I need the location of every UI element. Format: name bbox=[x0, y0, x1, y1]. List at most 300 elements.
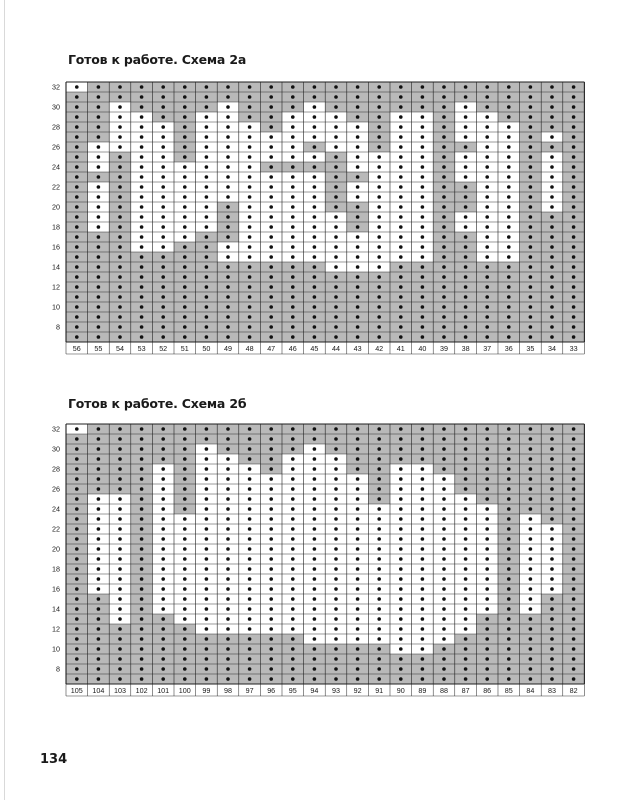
purl-dot bbox=[485, 135, 489, 139]
purl-dot bbox=[248, 335, 252, 339]
purl-dot bbox=[377, 467, 381, 471]
purl-dot bbox=[205, 285, 209, 289]
purl-dot bbox=[464, 155, 468, 159]
purl-dot bbox=[377, 105, 381, 109]
purl-dot bbox=[313, 447, 317, 451]
purl-dot bbox=[334, 245, 338, 249]
purl-dot bbox=[377, 245, 381, 249]
purl-dot bbox=[269, 255, 273, 259]
purl-dot bbox=[334, 145, 338, 149]
purl-dot bbox=[140, 657, 144, 661]
purl-dot bbox=[572, 235, 576, 239]
purl-dot bbox=[161, 437, 165, 441]
row-label: 24 bbox=[51, 162, 60, 172]
column-label: 99 bbox=[202, 685, 211, 695]
purl-dot bbox=[529, 125, 533, 129]
purl-dot bbox=[291, 497, 295, 501]
purl-dot bbox=[269, 165, 273, 169]
purl-dot bbox=[183, 597, 187, 601]
purl-dot bbox=[291, 225, 295, 229]
purl-dot bbox=[464, 517, 468, 521]
purl-dot bbox=[161, 467, 165, 471]
purl-dot bbox=[356, 657, 360, 661]
purl-dot bbox=[572, 477, 576, 481]
purl-dot bbox=[334, 105, 338, 109]
purl-dot bbox=[572, 667, 576, 671]
purl-dot bbox=[464, 627, 468, 631]
purl-dot bbox=[399, 305, 403, 309]
purl-dot bbox=[161, 275, 165, 279]
purl-dot bbox=[118, 175, 122, 179]
purl-dot bbox=[97, 235, 101, 239]
purl-dot bbox=[485, 335, 489, 339]
purl-dot bbox=[183, 627, 187, 631]
purl-dot bbox=[507, 135, 511, 139]
purl-dot bbox=[183, 125, 187, 129]
purl-dot bbox=[356, 637, 360, 641]
purl-dot bbox=[442, 205, 446, 209]
purl-dot bbox=[205, 517, 209, 521]
purl-dot bbox=[118, 677, 122, 681]
purl-dot bbox=[291, 335, 295, 339]
purl-dot bbox=[334, 657, 338, 661]
purl-dot bbox=[161, 597, 165, 601]
purl-dot bbox=[334, 517, 338, 521]
purl-dot bbox=[269, 245, 273, 249]
purl-dot bbox=[183, 477, 187, 481]
purl-dot bbox=[572, 285, 576, 289]
purl-dot bbox=[334, 587, 338, 591]
purl-dot bbox=[75, 215, 79, 219]
purl-dot bbox=[442, 587, 446, 591]
purl-dot bbox=[485, 437, 489, 441]
purl-dot bbox=[356, 115, 360, 119]
purl-dot bbox=[248, 315, 252, 319]
purl-dot bbox=[97, 225, 101, 229]
purl-dot bbox=[356, 265, 360, 269]
purl-dot bbox=[550, 285, 554, 289]
knitting-chart-2a bbox=[40, 78, 588, 362]
purl-dot bbox=[291, 597, 295, 601]
purl-dot bbox=[421, 597, 425, 601]
purl-dot bbox=[75, 295, 79, 299]
purl-dot bbox=[485, 657, 489, 661]
purl-dot bbox=[313, 457, 317, 461]
purl-dot bbox=[464, 245, 468, 249]
purl-dot bbox=[313, 657, 317, 661]
purl-dot bbox=[485, 547, 489, 551]
purl-dot bbox=[140, 265, 144, 269]
purl-dot bbox=[399, 85, 403, 89]
purl-dot bbox=[572, 507, 576, 511]
purl-dot bbox=[550, 135, 554, 139]
purl-dot bbox=[550, 255, 554, 259]
purl-dot bbox=[75, 305, 79, 309]
purl-dot bbox=[356, 145, 360, 149]
purl-dot bbox=[248, 225, 252, 229]
purl-dot bbox=[183, 245, 187, 249]
purl-dot bbox=[377, 497, 381, 501]
purl-dot bbox=[291, 105, 295, 109]
purl-dot bbox=[421, 647, 425, 651]
purl-dot bbox=[97, 105, 101, 109]
purl-dot bbox=[291, 507, 295, 511]
purl-dot bbox=[140, 437, 144, 441]
purl-dot bbox=[75, 597, 79, 601]
purl-dot bbox=[313, 135, 317, 139]
purl-dot bbox=[248, 457, 252, 461]
purl-dot bbox=[485, 255, 489, 259]
purl-dot bbox=[334, 325, 338, 329]
purl-dot bbox=[464, 215, 468, 219]
purl-dot bbox=[97, 557, 101, 561]
purl-dot bbox=[485, 617, 489, 621]
purl-dot bbox=[140, 537, 144, 541]
purl-dot bbox=[421, 627, 425, 631]
purl-dot bbox=[161, 295, 165, 299]
purl-dot bbox=[377, 507, 381, 511]
purl-dot bbox=[183, 567, 187, 571]
purl-dot bbox=[442, 115, 446, 119]
purl-dot bbox=[140, 447, 144, 451]
purl-dot bbox=[313, 517, 317, 521]
purl-dot bbox=[97, 607, 101, 611]
purl-dot bbox=[356, 557, 360, 561]
purl-dot bbox=[421, 497, 425, 501]
purl-dot bbox=[269, 447, 273, 451]
purl-dot bbox=[334, 537, 338, 541]
purl-dot bbox=[442, 507, 446, 511]
purl-dot bbox=[161, 447, 165, 451]
purl-dot bbox=[226, 607, 230, 611]
purl-dot bbox=[248, 567, 252, 571]
purl-dot bbox=[183, 617, 187, 621]
purl-dot bbox=[507, 487, 511, 491]
purl-dot bbox=[529, 677, 533, 681]
purl-dot bbox=[529, 427, 533, 431]
purl-dot bbox=[248, 557, 252, 561]
purl-dot bbox=[291, 285, 295, 289]
purl-dot bbox=[161, 85, 165, 89]
purl-dot bbox=[356, 667, 360, 671]
purl-dot bbox=[97, 205, 101, 209]
purl-dot bbox=[97, 85, 101, 89]
purl-dot bbox=[140, 225, 144, 229]
purl-dot bbox=[550, 185, 554, 189]
purl-dot bbox=[313, 487, 317, 491]
purl-dot bbox=[75, 517, 79, 521]
purl-dot bbox=[377, 95, 381, 99]
purl-dot bbox=[464, 165, 468, 169]
purl-dot bbox=[269, 657, 273, 661]
purl-dot bbox=[205, 677, 209, 681]
purl-dot bbox=[161, 547, 165, 551]
purl-dot bbox=[399, 457, 403, 461]
purl-dot bbox=[248, 205, 252, 209]
purl-dot bbox=[529, 637, 533, 641]
purl-dot bbox=[356, 105, 360, 109]
purl-dot bbox=[356, 235, 360, 239]
purl-dot bbox=[291, 477, 295, 481]
purl-dot bbox=[464, 647, 468, 651]
purl-dot bbox=[572, 607, 576, 611]
purl-dot bbox=[464, 195, 468, 199]
purl-dot bbox=[248, 437, 252, 441]
purl-dot bbox=[75, 125, 79, 129]
purl-dot bbox=[269, 497, 273, 501]
purl-dot bbox=[226, 517, 230, 521]
purl-dot bbox=[377, 527, 381, 531]
purl-dot bbox=[529, 205, 533, 209]
purl-dot bbox=[226, 145, 230, 149]
purl-dot bbox=[399, 295, 403, 299]
purl-dot bbox=[507, 265, 511, 269]
purl-dot bbox=[118, 467, 122, 471]
purl-dot bbox=[75, 105, 79, 109]
purl-dot bbox=[485, 487, 489, 491]
purl-dot bbox=[183, 637, 187, 641]
purl-dot bbox=[97, 597, 101, 601]
purl-dot bbox=[356, 427, 360, 431]
purl-dot bbox=[485, 265, 489, 269]
purl-dot bbox=[205, 537, 209, 541]
purl-dot bbox=[313, 105, 317, 109]
purl-dot bbox=[572, 115, 576, 119]
purl-dot bbox=[75, 677, 79, 681]
purl-dot bbox=[97, 677, 101, 681]
purl-dot bbox=[291, 265, 295, 269]
purl-dot bbox=[313, 215, 317, 219]
purl-dot bbox=[377, 215, 381, 219]
purl-dot bbox=[377, 487, 381, 491]
row-label: 22 bbox=[51, 524, 60, 534]
purl-dot bbox=[291, 175, 295, 179]
purl-dot bbox=[269, 507, 273, 511]
purl-dot bbox=[291, 185, 295, 189]
purl-dot bbox=[161, 627, 165, 631]
purl-dot bbox=[464, 597, 468, 601]
purl-dot bbox=[269, 577, 273, 581]
purl-dot bbox=[572, 215, 576, 219]
purl-dot bbox=[226, 537, 230, 541]
purl-dot bbox=[572, 557, 576, 561]
purl-dot bbox=[205, 315, 209, 319]
purl-dot bbox=[75, 477, 79, 481]
purl-dot bbox=[291, 587, 295, 591]
purl-dot bbox=[226, 677, 230, 681]
purl-dot bbox=[248, 547, 252, 551]
purl-dot bbox=[507, 125, 511, 129]
purl-dot bbox=[183, 527, 187, 531]
purl-dot bbox=[205, 185, 209, 189]
purl-dot bbox=[334, 437, 338, 441]
purl-dot bbox=[442, 295, 446, 299]
purl-dot bbox=[205, 165, 209, 169]
purl-dot bbox=[507, 667, 511, 671]
purl-dot bbox=[183, 235, 187, 239]
purl-dot bbox=[334, 115, 338, 119]
purl-dot bbox=[442, 245, 446, 249]
purl-dot bbox=[291, 325, 295, 329]
purl-dot bbox=[75, 235, 79, 239]
row-label: 18 bbox=[51, 564, 60, 574]
purl-dot bbox=[399, 477, 403, 481]
purl-dot bbox=[226, 597, 230, 601]
purl-dot bbox=[226, 205, 230, 209]
purl-dot bbox=[75, 165, 79, 169]
purl-dot bbox=[205, 105, 209, 109]
purl-dot bbox=[248, 155, 252, 159]
purl-dot bbox=[442, 155, 446, 159]
purl-dot bbox=[97, 477, 101, 481]
purl-dot bbox=[356, 447, 360, 451]
purl-dot bbox=[269, 587, 273, 591]
purl-dot bbox=[161, 135, 165, 139]
purl-dot bbox=[356, 285, 360, 289]
purl-dot bbox=[140, 557, 144, 561]
purl-dot bbox=[269, 95, 273, 99]
purl-dot bbox=[291, 487, 295, 491]
purl-dot bbox=[485, 215, 489, 219]
purl-dot bbox=[248, 135, 252, 139]
purl-dot bbox=[313, 265, 317, 269]
purl-dot bbox=[507, 607, 511, 611]
purl-dot bbox=[205, 145, 209, 149]
purl-dot bbox=[75, 135, 79, 139]
purl-dot bbox=[140, 155, 144, 159]
purl-dot bbox=[334, 547, 338, 551]
purl-dot bbox=[205, 175, 209, 179]
purl-dot bbox=[507, 507, 511, 511]
purl-dot bbox=[226, 457, 230, 461]
purl-dot bbox=[485, 115, 489, 119]
purl-dot bbox=[97, 195, 101, 199]
purl-dot bbox=[183, 165, 187, 169]
purl-dot bbox=[550, 235, 554, 239]
purl-dot bbox=[356, 517, 360, 521]
purl-dot bbox=[377, 175, 381, 179]
purl-dot bbox=[140, 607, 144, 611]
purl-dot bbox=[291, 457, 295, 461]
purl-dot bbox=[464, 295, 468, 299]
purl-dot bbox=[140, 427, 144, 431]
purl-dot bbox=[161, 165, 165, 169]
purl-dot bbox=[421, 135, 425, 139]
purl-dot bbox=[118, 517, 122, 521]
purl-dot bbox=[183, 145, 187, 149]
purl-dot bbox=[313, 607, 317, 611]
purl-dot bbox=[442, 85, 446, 89]
purl-dot bbox=[356, 175, 360, 179]
purl-dot bbox=[356, 547, 360, 551]
purl-dot bbox=[118, 205, 122, 209]
purl-dot bbox=[313, 85, 317, 89]
purl-dot bbox=[183, 105, 187, 109]
purl-dot bbox=[442, 427, 446, 431]
purl-dot bbox=[550, 547, 554, 551]
purl-dot bbox=[161, 155, 165, 159]
purl-dot bbox=[205, 205, 209, 209]
purl-dot bbox=[313, 617, 317, 621]
purl-dot bbox=[442, 567, 446, 571]
purl-dot bbox=[161, 527, 165, 531]
purl-dot bbox=[377, 447, 381, 451]
column-label: 40 bbox=[418, 343, 427, 353]
purl-dot bbox=[226, 637, 230, 641]
purl-dot bbox=[399, 245, 403, 249]
purl-dot bbox=[507, 587, 511, 591]
column-label: 101 bbox=[157, 685, 170, 695]
purl-dot bbox=[507, 255, 511, 259]
purl-dot bbox=[118, 115, 122, 119]
purl-dot bbox=[226, 275, 230, 279]
purl-dot bbox=[377, 437, 381, 441]
purl-dot bbox=[529, 175, 533, 179]
purl-dot bbox=[183, 255, 187, 259]
chart-title-2b: Готов к работе. Схема 2б bbox=[68, 396, 247, 411]
purl-dot bbox=[507, 225, 511, 229]
purl-dot bbox=[269, 457, 273, 461]
purl-dot bbox=[550, 315, 554, 319]
purl-dot bbox=[529, 607, 533, 611]
column-label: 97 bbox=[245, 685, 254, 695]
purl-dot bbox=[226, 467, 230, 471]
purl-dot bbox=[421, 667, 425, 671]
purl-dot bbox=[507, 185, 511, 189]
purl-dot bbox=[399, 125, 403, 129]
purl-dot bbox=[399, 275, 403, 279]
purl-dot bbox=[313, 305, 317, 309]
column-label: 42 bbox=[375, 343, 384, 353]
purl-dot bbox=[118, 315, 122, 319]
purl-dot bbox=[75, 265, 79, 269]
purl-dot bbox=[334, 185, 338, 189]
purl-dot bbox=[291, 215, 295, 219]
purl-dot bbox=[97, 647, 101, 651]
purl-dot bbox=[291, 657, 295, 661]
purl-dot bbox=[572, 175, 576, 179]
purl-dot bbox=[75, 667, 79, 671]
purl-dot bbox=[140, 497, 144, 501]
purl-dot bbox=[442, 95, 446, 99]
purl-dot bbox=[442, 275, 446, 279]
purl-dot bbox=[140, 295, 144, 299]
purl-dot bbox=[485, 245, 489, 249]
purl-dot bbox=[356, 245, 360, 249]
purl-dot bbox=[140, 597, 144, 601]
purl-dot bbox=[464, 477, 468, 481]
column-label: 47 bbox=[267, 343, 276, 353]
purl-dot bbox=[421, 567, 425, 571]
purl-dot bbox=[485, 557, 489, 561]
purl-dot bbox=[226, 647, 230, 651]
purl-dot bbox=[161, 497, 165, 501]
purl-dot bbox=[356, 95, 360, 99]
purl-dot bbox=[485, 527, 489, 531]
purl-dot bbox=[442, 195, 446, 199]
purl-dot bbox=[183, 195, 187, 199]
purl-dot bbox=[399, 105, 403, 109]
purl-dot bbox=[529, 265, 533, 269]
purl-dot bbox=[248, 235, 252, 239]
purl-dot bbox=[183, 325, 187, 329]
purl-dot bbox=[399, 537, 403, 541]
purl-dot bbox=[399, 437, 403, 441]
purl-dot bbox=[205, 255, 209, 259]
purl-dot bbox=[183, 427, 187, 431]
purl-dot bbox=[291, 667, 295, 671]
purl-dot bbox=[140, 135, 144, 139]
